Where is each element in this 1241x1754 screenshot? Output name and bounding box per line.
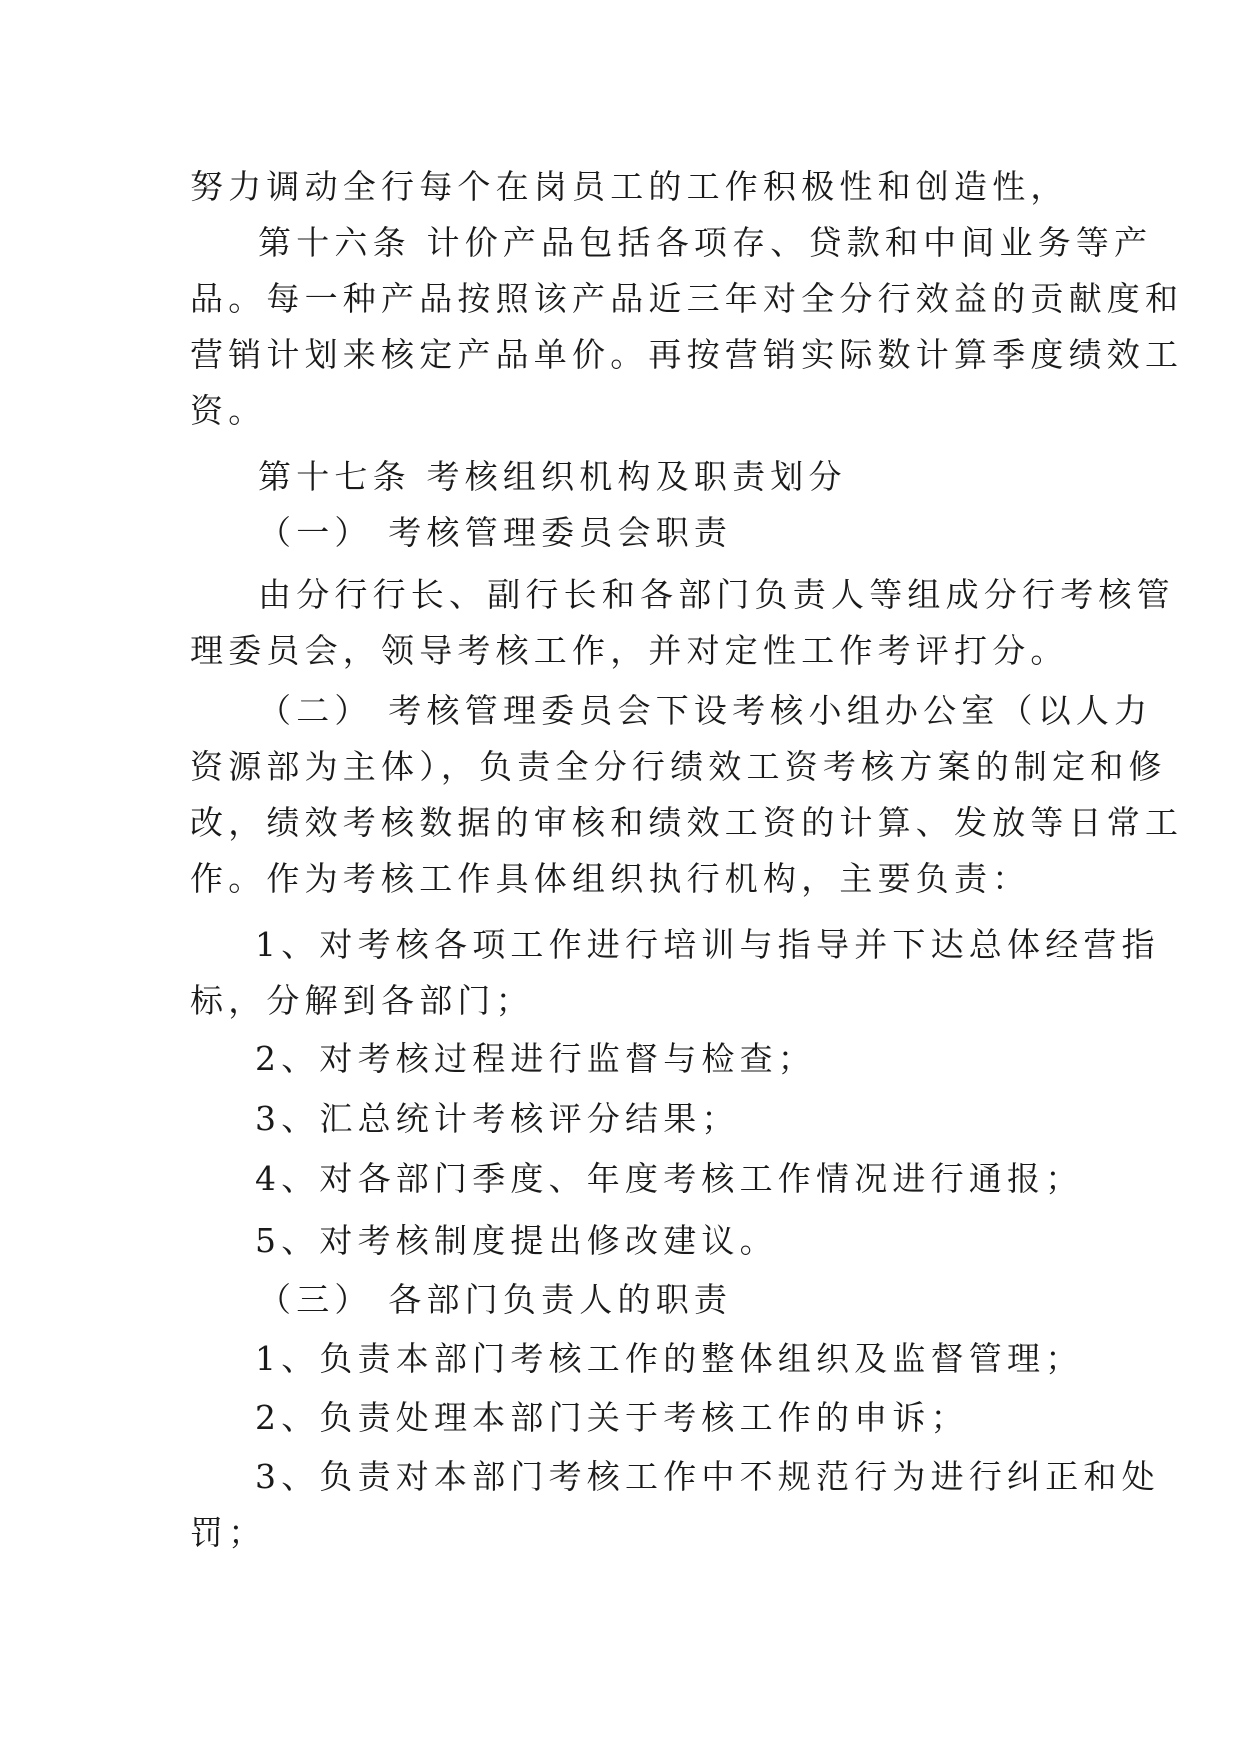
list-item: 3、汇总统计考核评分结果； xyxy=(255,1099,740,1138)
list-item: 3、负责对本部门考核工作中不规范行为进行纠正和处 xyxy=(255,1457,1160,1496)
list-item: 1、对考核各项工作进行培训与指导并下达总体经营指 xyxy=(255,925,1160,964)
list-item: 4、对各部门季度、年度考核工作情况进行通报； xyxy=(255,1159,1084,1198)
list-item: 2、负责处理本部门关于考核工作的申诉； xyxy=(255,1398,969,1437)
text-line: 理委员会，领导考核工作，并对定性工作考评打分。 xyxy=(190,631,1069,670)
text-line: 作。作为考核工作具体组织执行机构，主要负责： xyxy=(190,859,1031,898)
text-line: 资源部为主体），负责全分行绩效工资考核方案的制定和修 xyxy=(190,747,1167,786)
text-line: 标，分解到各部门； xyxy=(190,981,534,1020)
text-line: 由分行行长、副行长和各部门负责人等组成分行考核管 xyxy=(258,575,1175,614)
text-line: 罚； xyxy=(190,1513,267,1552)
section-1-heading: （一） 考核管理委员会职责 xyxy=(258,513,733,552)
article-17-heading: 第十七条 考核组织机构及职责划分 xyxy=(258,457,847,496)
text-line: 努力调动全行每个在岗员工的工作积极性和创造性， xyxy=(190,167,1069,206)
text-line: 改，绩效考核数据的审核和绩效工资的计算、发放等日常工 xyxy=(190,803,1184,842)
article-16-heading: 第十六条 计价产品包括各项存、贷款和中间业务等产 xyxy=(258,223,1153,262)
section-2-heading: （二） 考核管理委员会下设考核小组办公室（以人力 xyxy=(258,691,1153,730)
text-line: 资。 xyxy=(190,391,267,430)
text-line: 营销计划来核定产品单价。再按营销实际数计算季度绩效工 xyxy=(190,335,1184,374)
list-item: 2、对考核过程进行监督与检查； xyxy=(255,1039,816,1078)
text-line: 品。每一种产品按照该产品近三年对全分行效益的贡献度和 xyxy=(190,279,1184,318)
section-3-heading: （三） 各部门负责人的职责 xyxy=(258,1280,733,1319)
list-item: 1、负责本部门考核工作的整体组织及监督管理； xyxy=(255,1339,1084,1378)
list-item: 5、对考核制度提出修改建议。 xyxy=(255,1221,778,1260)
